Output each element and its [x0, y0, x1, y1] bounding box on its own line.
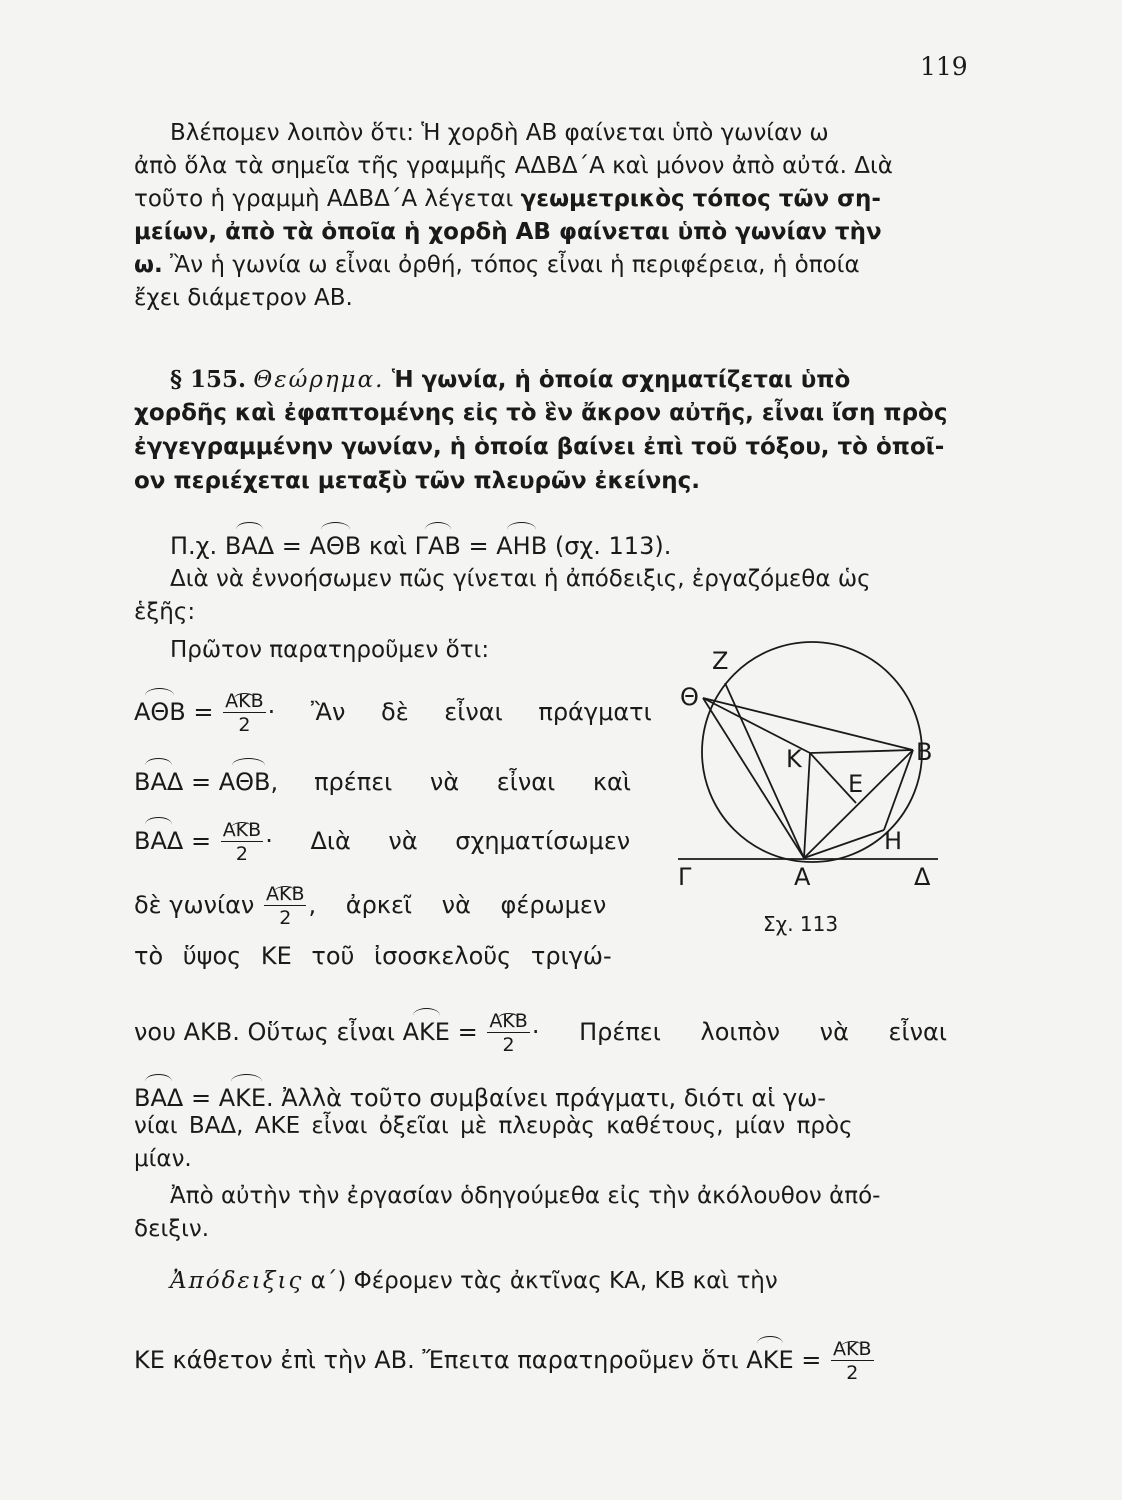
fraction-akb-over-2 [223, 691, 266, 735]
label-g: Γ [678, 863, 692, 891]
angle-ake: ΑΚΕ [403, 1006, 450, 1049]
reason-text-4b: , ἀρκεῖ νὰ φέρωμεν [308, 891, 607, 919]
para1-line5-text: Ἂν ἡ γωνία ω εἶναι ὀρθή, τόπος εἶναι ἡ περιφέρεια, ἡ ὁποία [162, 252, 860, 278]
reason-line9: μίαν. [134, 1146, 192, 1172]
line-ka [804, 753, 810, 858]
reason-line6 [134, 1006, 947, 1055]
line-theta-a [703, 698, 804, 858]
reason-line4 [134, 884, 606, 928]
theorem-line3: ἐγγεγραμμένην γωνίαν, ἡ ὁποία βαίνει ἐπὶ τοῦ τόξου, τὸ ὁποῖ- [134, 434, 945, 460]
angle-atheta-b: ΑΘΒ [310, 520, 362, 563]
reason-line7 [134, 1072, 826, 1115]
theorem-line2: χορδῆς καὶ ἐφαπτομένης εἰς τὸ ἓν ἄκρον αὐτῆς, εἶναι ἴση πρὸς [134, 400, 948, 426]
theorem-line1 [170, 363, 850, 397]
angle-atheta-b-2: ΑΘΒ [134, 686, 186, 729]
page-number: 119 [920, 52, 968, 81]
angle-ake-2: ΑΚΕ. [219, 1072, 274, 1115]
theorem-label: Θεώρημα. [253, 367, 385, 393]
reason-line8: νίαι ΒΑΔ, ΑΚΕ εἶναι ὀξεῖαι μὲ πλευρὰς καθέτους, μίαν πρὸς [134, 1113, 853, 1139]
reason-text-6a: νου ΑΚΒ. Οὕτως εἶναι [134, 1018, 395, 1046]
para1-line5 [134, 249, 860, 282]
para1-line4: μείων, ἀπὸ τὰ ὁποῖα ἡ χορδὴ ΑΒ φαίνεται ὑπὸ γωνίαν τὴν [134, 219, 882, 245]
reason-text-6b: · Πρέπει λοιπὸν νὰ εἶναι [531, 1018, 947, 1046]
reason-text-2: πρέπει νὰ εἶναι καὶ [314, 768, 631, 796]
reason-text-4a: δὲ γωνίαν [134, 891, 255, 919]
angle-ake-3: ΑΚΕ [746, 1334, 793, 1377]
label-d: Δ [914, 863, 931, 891]
para1-line3 [134, 183, 881, 216]
section-number: § 155. [170, 366, 247, 393]
figure-113 [670, 635, 960, 895]
conclusion-line1: Ἀπὸ αὐτὴν τὴν ἐργασίαν ὁδηγούμεθα εἰς τὴν ἀκόλουθον ἀπό- [170, 1183, 881, 1209]
intro-line2: ἑξῆς: [134, 599, 196, 625]
arc-akb: ΑΚΒ [833, 1338, 872, 1360]
denominator: 2 [846, 1362, 859, 1384]
arc-akb: ΑΚΒ [265, 883, 305, 905]
fraction-akb-over-2 [221, 820, 264, 864]
and-word: καὶ [361, 532, 415, 560]
label-b: Β [916, 738, 933, 766]
example-prefix: Π.χ. [170, 532, 218, 560]
label-a: Α [794, 863, 811, 891]
fraction-akb-over-2 [487, 1011, 530, 1055]
eq-sign: = [183, 827, 219, 855]
eq-sign: = [183, 768, 219, 796]
theorem-line4: ον περιέχεται μεταξὺ τῶν πλευρῶν ἐκείνης. [134, 468, 700, 494]
angle-bad-4: ΒΑΔ [134, 1072, 183, 1115]
figure-caption: Σχ. 113 [763, 912, 839, 936]
angle-bad: ΒΑΔ [225, 520, 274, 563]
locus-term: γεωμετρικὸς τόπος τῶν ση- [520, 186, 881, 212]
arc-akb: ΑΚΒ [489, 1010, 528, 1032]
line-kb [810, 750, 913, 753]
angle-bad-3: ΒΑΔ [134, 815, 183, 858]
label-theta: Θ [680, 683, 699, 711]
denominator: 2 [238, 714, 251, 736]
eq-sign-2: = [460, 532, 497, 560]
omega-bold: ω. [134, 252, 163, 278]
reason-text-3: · Διὰ νὰ σχηματίσωμεν [265, 827, 631, 855]
label-e: Ε [848, 770, 864, 798]
label-h: Η [884, 827, 903, 855]
para1-line2: ἀπὸ ὅλα τὰ σημεῖα τῆς γραμμῆς ΑΔΒΔ΄Α καὶ μόνον ἀπὸ αὐτά. Διὰ [134, 153, 893, 179]
eq-sign: = [793, 1346, 829, 1374]
intro-line3: Πρῶτον παρατηροῦμεν ὅτι: [170, 637, 490, 663]
arc-akb: ΑΚΒ [225, 690, 264, 712]
reason-text-7: Ἀλλὰ τοῦτο συμβαίνει πράγματι, διότι αἱ γω- [273, 1084, 826, 1112]
para1-line1: Βλέπομεν λοιπὸν ὅτι: Ἡ χορδὴ ΑΒ φαίνεται ὑπὸ γωνίαν ω [170, 120, 829, 146]
proof-line1 [170, 1265, 778, 1298]
reason-text-1: · Ἂν δὲ εἶναι πράγματι [267, 698, 652, 726]
eq-sign: = [183, 1084, 219, 1112]
label-z: Z [712, 647, 729, 675]
reason-line5: τὸ ὕψος ΚΕ τοῦ ἰσοσκελοῦς τριγώ- [134, 942, 612, 970]
denominator: 2 [502, 1034, 515, 1056]
proof-text-2: ΚΕ κάθετον ἐπὶ τὴν ΑΒ. Ἔπειτα παρατηροῦμεν ὅτι [134, 1346, 739, 1374]
para1-line6: ἔχει διάμετρον ΑΒ. [134, 285, 353, 311]
example-line [170, 520, 671, 563]
angle-gab: ΓΑΒ [415, 520, 461, 563]
denominator: 2 [235, 843, 248, 865]
para1-line3-text: τοῦτο ἡ γραμμὴ ΑΔΒΔ΄Α λέγεται [134, 186, 521, 212]
proof-label: Ἀπόδειξις [170, 1268, 304, 1294]
eq-sign: = [274, 532, 310, 560]
reason-line1 [134, 686, 652, 735]
reason-line3 [134, 815, 630, 864]
angle-ahb: ΑΗΒ [496, 520, 547, 563]
fig-ref: (σχ. 113). [547, 532, 672, 560]
eq-sign: = [185, 698, 222, 726]
denominator: 2 [279, 907, 292, 929]
angle-bad-2: ΒΑΔ [134, 756, 183, 799]
intro-line1: Διὰ νὰ ἐννοήσωμεν πῶς γίνεται ἡ ἀπόδειξις, ἐργαζόμεθα ὡς [170, 566, 871, 592]
proof-line2 [134, 1334, 876, 1383]
theorem-text-1: Ἡ γωνία, ἡ ὁποία σχηματίζεται ὑπὸ [391, 367, 851, 393]
fraction-akb-over-2 [264, 884, 307, 928]
arc-akb: ΑΚΒ [222, 819, 262, 841]
eq-sign: = [449, 1018, 486, 1046]
label-k: Κ [786, 745, 802, 773]
fraction-akb-over-2 [831, 1339, 874, 1383]
reason-line2 [134, 756, 631, 799]
proof-text-1: α΄) Φέρομεν τὰς ἀκτῖνας ΚΑ, ΚΒ καὶ τὴν [303, 1268, 778, 1294]
angle-atheta-b-3: ΑΘΒ, [219, 756, 278, 799]
line-hb [884, 750, 913, 830]
conclusion-line2: δειξιν. [134, 1216, 210, 1242]
